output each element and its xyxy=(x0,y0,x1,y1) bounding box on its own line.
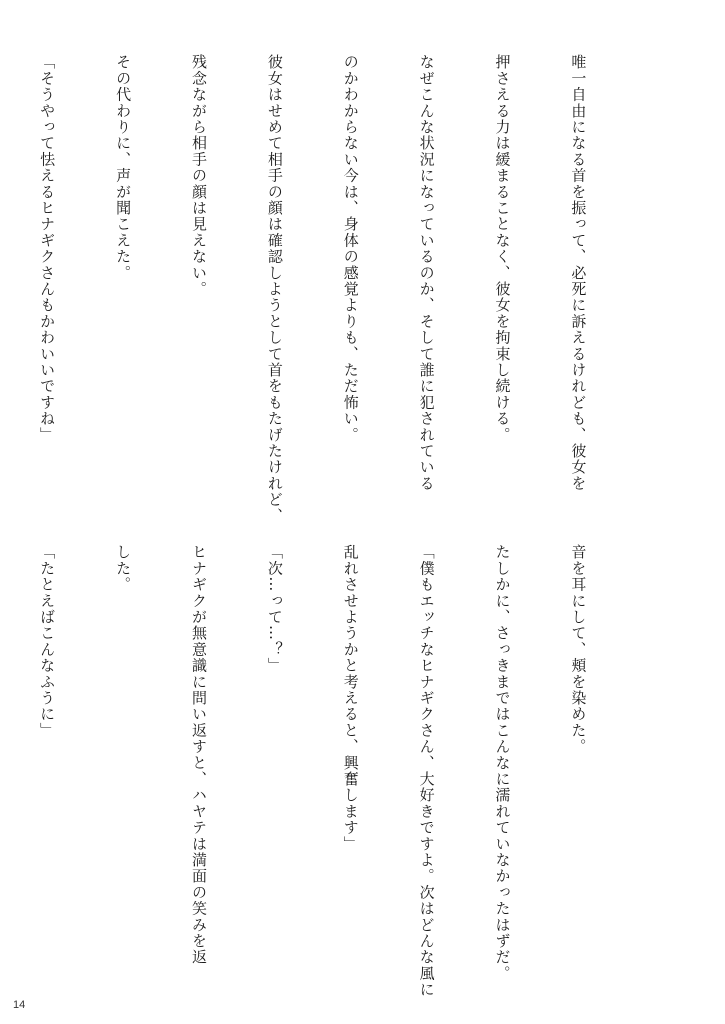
text-line: 「たとえばこんなふうに」 xyxy=(38,544,57,739)
text-line: 押さえる力は緩まることなく、彼女を拘束し続ける。 xyxy=(493,54,512,443)
text-line: ヒナギクが無意識に問い返すと、ハヤテは満面の笑みを返 xyxy=(189,544,208,966)
page-number: 14 xyxy=(13,999,26,1011)
text-line: なぜこんな状況になっているのか、そして誰に犯されている xyxy=(417,54,436,492)
text-line: 残念ながら相手の顔は見えない。 xyxy=(189,54,208,297)
text-line: した。 xyxy=(114,544,133,593)
text-line: 乱れさせようかと考えると、興奮します」 xyxy=(341,544,360,852)
text-line: たしかに、さっきまではこんなに濡れていなかったはずだ。 xyxy=(493,544,512,982)
top-text-block xyxy=(38,54,641,524)
text-line: 彼女はせめて相手の顔は確認しようとして首をもたげたけれど、 xyxy=(265,54,284,524)
text-line: 音を耳にして、頬を染めた。 xyxy=(569,544,588,755)
bottom-text-block xyxy=(38,544,641,998)
text-line: 唯一自由になる首を振って、必死に訴えるけれども、彼女を xyxy=(569,54,588,492)
text-line: 「次…って…？」 xyxy=(265,544,284,674)
text-line: 「そうやって怯えるヒナギクさんもかわいいですね」 xyxy=(38,54,57,443)
text-line: その代わりに、声が聞こえた。 xyxy=(114,54,133,281)
text-line: のかわからない今は、身体の感覚よりも、ただ怖い。 xyxy=(341,54,360,443)
text-line: 「僕もエッチなヒナギクさん、大好きですよ。次はどんな風に xyxy=(417,544,436,998)
